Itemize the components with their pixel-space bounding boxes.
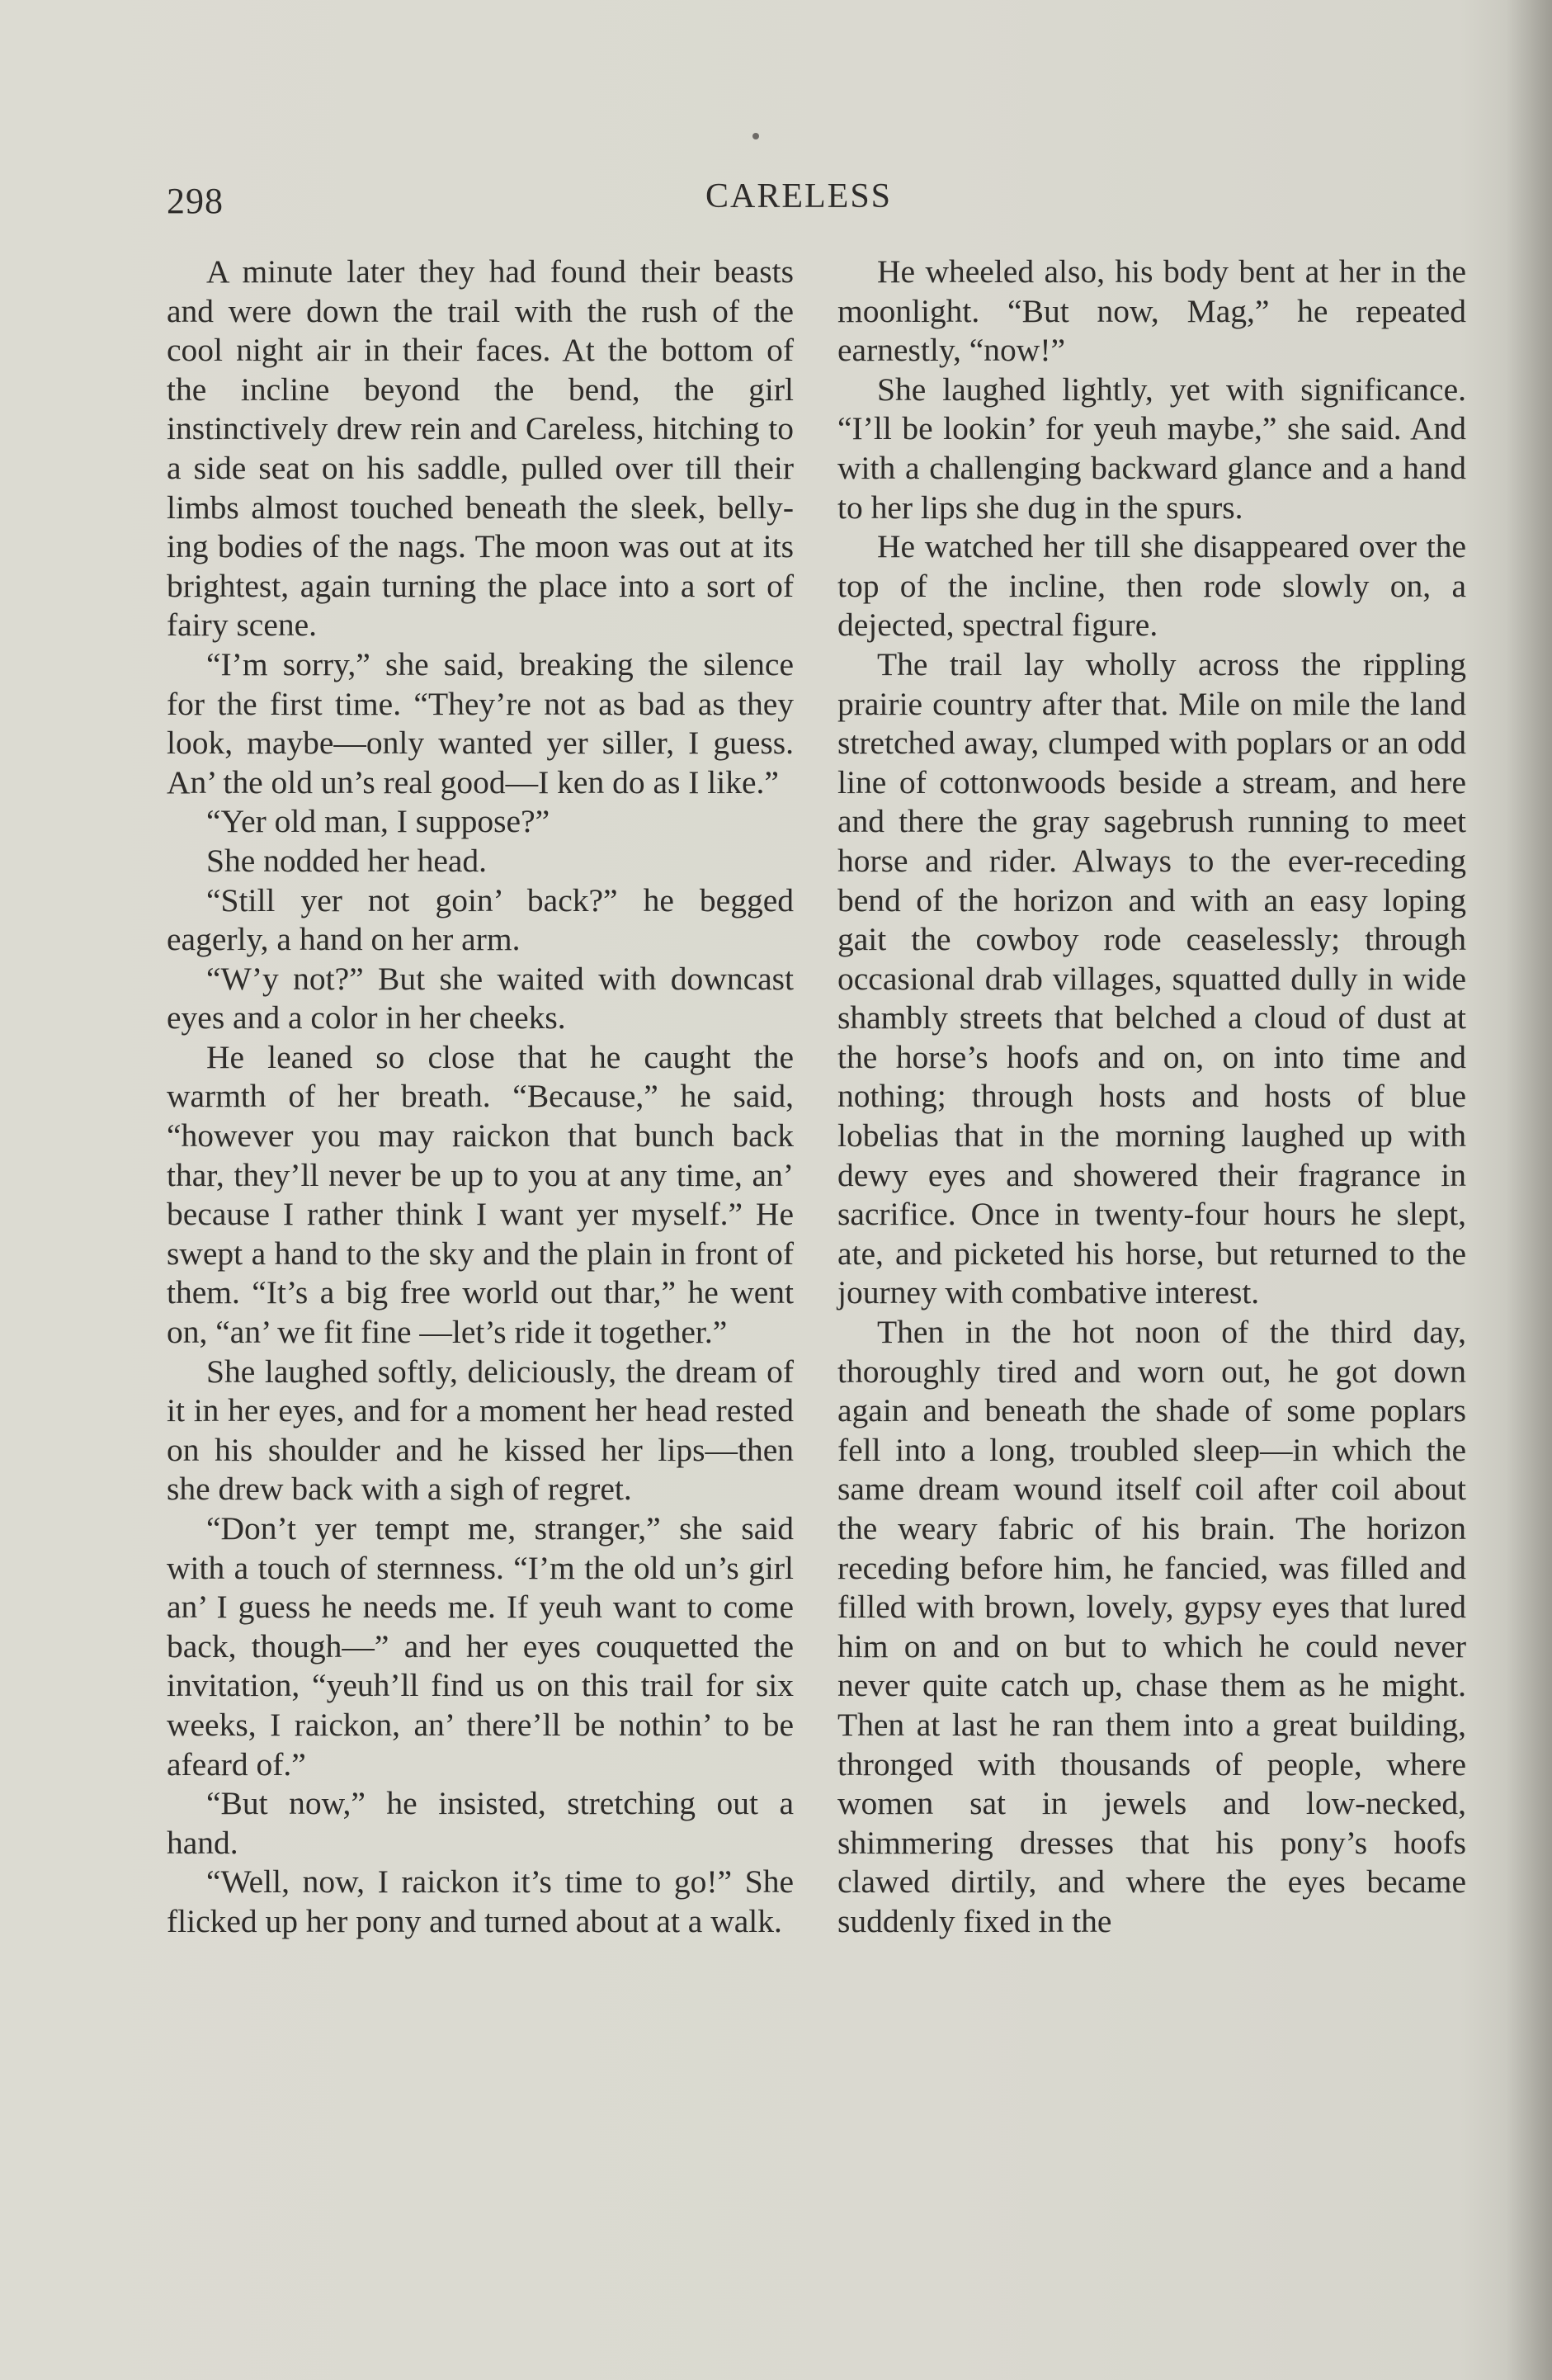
paragraph: “I’m sorry,” she said, breaking the silence for the first time. “They’re not as bad as they look, maybe—only wanted yer siller, I guess. An’ the old un’s real good—I ken do as I like.” — [167, 645, 794, 800]
paragraph: “Well, now, I raickon it’s time to go!” She flicked up her pony and turned about at a walk. — [167, 1863, 794, 1939]
paragraph: She nodded her head. — [206, 842, 488, 879]
paragraph: “But now,” he insisted, stretching out a hand. — [167, 1785, 794, 1861]
paragraph: He leaned so close that he caught the warmth of her breath. “Because,” he said, “however you may raickon that bunch back thar, they’ll never be up to you at any time, an’ because I rather think I want yer myself.” He swept a hand to the sky and the plain in front of them. “It’s a big free world out thar,” he went on, “an’ we fit fine —let’s ride it together.” — [167, 1038, 794, 1351]
right-text-column — [837, 253, 1466, 1942]
paragraph: “Don’t yer tempt me, stranger,” she said with a touch of sternness. “I’m the old un’s girl an’ I guess he needs me. If yeuh want to come back, though—” and her eyes couquetted the invitation, “yeuh’ll find us on this trail for six weeks, I raickon, an’ there’ll be nothin’ to be afeard of.” — [167, 1510, 794, 1783]
paragraph: The trail lay wholly across the rippling prairie country after that. Mile on mile the land stretched away, clumped with poplars or an odd line of cottonwoods beside a stream, and here and there the gray sagebrush running to meet horse and rider. Always to the ever-receding bend of the horizon and with an easy loping gait the cowboy rode ceaselessly; through occasional drab villages, squatted dully in wide shambly streets that belched a cloud of dust at the horse’s hoofs and on, on into time and nothing; through hosts and hosts of blue lobelias that in the morning laughed up with dewy eyes and showered their fragrance in sacrifice. Once in twenty-four hours he slept, ate, and picketed his horse, but returned to the journey with combative interest. — [837, 645, 1466, 1311]
running-head: CARELESS — [705, 177, 893, 215]
paragraph: “W’y not?” But she waited with downcast eyes and a color in her cheeks. — [167, 960, 794, 1037]
paragraph: “Still yer not goin’ back?” he begged eagerly, a hand on her arm. — [167, 881, 794, 958]
left-text-column — [167, 253, 794, 1942]
page-number: 298 — [167, 181, 224, 221]
paragraph: Then in the hot noon of the third day, thoroughly tired and worn out, he got down again and beneath the shade of some poplars fell into a long, troubled sleep—in which the same dream wound itself coil after coil about the weary fabric of his brain. The horizon receding before him, he fancied, was filled and filled with brown, lovely, gypsy eyes that lured him on and on but to which he could never never quite catch up, chase them as he might. Then at last he ran them into a great building, thronged with thousands of people, where women sat in jewels and low-necked, shimmering dresses that his pony’s hoofs clawed dirtily, and where the eyes became suddenly fixed in the — [837, 1314, 1466, 1939]
paragraph: “Yer old man, I suppose?” — [206, 803, 550, 840]
page-edge-shadow — [1507, 0, 1552, 2380]
paragraph: He wheeled also, his body bent at her in the moonlight. “But now, Mag,” he repeated earnestly, “now!” — [837, 253, 1466, 369]
paragraph: He watched her till she disappeared over the top of the incline, then rode slowly on, a dejected, spectral figure. — [837, 528, 1466, 644]
paragraph: A minute later they had found their beasts and were down the trail with the rush of the cool night air in their faces. At the bottom of the incline beyond the bend, the girl instinctively drew rein and Careless, hitching to a side seat on his saddle, pulled over till their limbs almost touched beneath the sleek, bellying bodies of the nags. The moon was out at its brightest, again turning the place into a sort of fairy scene. — [167, 253, 794, 644]
paragraph: She laughed lightly, yet with significance. “I’ll be lookin’ for yeuh maybe,” she said. And with a challenging backward glance and a hand to her lips she dug in the spurs. — [837, 371, 1466, 526]
ink-dot — [752, 133, 759, 139]
paragraph: She laughed softly, deliciously, the dream of it in her eyes, and for a moment her head rested on his shoulder and he kissed her lips—then she drew back with a sigh of regret. — [167, 1353, 794, 1508]
